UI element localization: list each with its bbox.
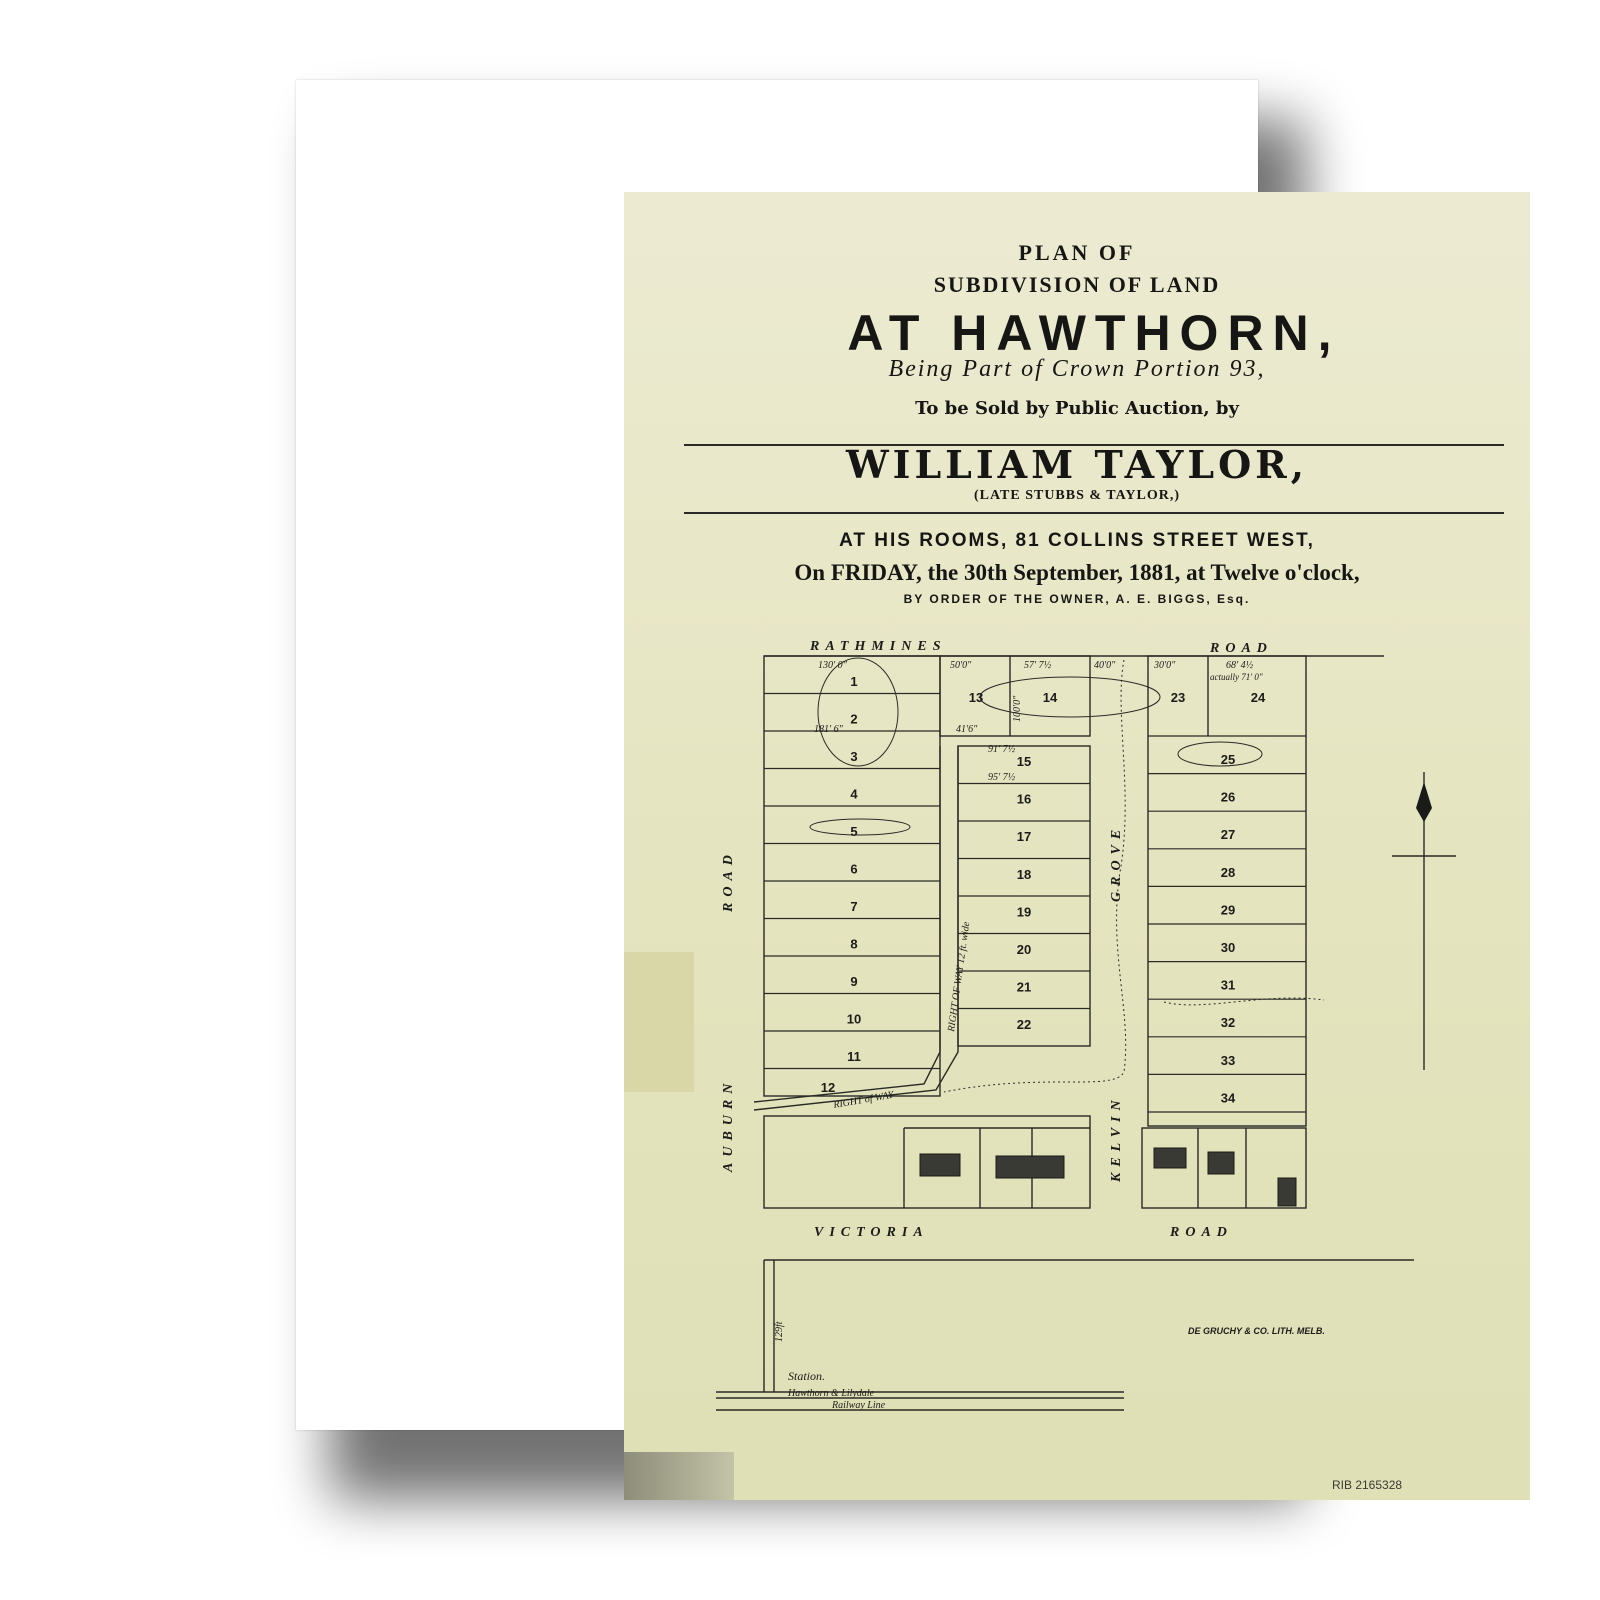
lot-number: 19 (1016, 904, 1032, 920)
lot-number: 12 (820, 1080, 836, 1095)
lot-number: 30 (1220, 940, 1236, 955)
lot-number: 26 (1220, 789, 1236, 805)
lot-number: 31 (1220, 977, 1236, 993)
lithographer-credit: DE GRUCHY & CO. LITH. MELB. (1188, 1326, 1325, 1336)
auctioneer-note: (LATE STUBBS & TAYLOR,) (973, 488, 1181, 503)
auctioneer-name: WILLIAM TAYLOR, (846, 442, 1308, 487)
dim-40: 40'0" (1094, 660, 1116, 671)
catalogue-number: RIB 2165328 (1332, 1478, 1403, 1492)
lot-number: 29 (1220, 902, 1236, 918)
lot-number: 34 (1220, 1090, 1236, 1106)
road-label-auburn: AUBURN (721, 1077, 736, 1172)
lot-number: 17 (1016, 829, 1032, 845)
lot-number: 11 (847, 1049, 861, 1064)
picture-frame (296, 80, 1403, 1492)
auction-venue: AT HIS ROOMS, 81 COLLINS STREET WEST, (839, 530, 1315, 551)
lot-number: 5 (850, 824, 858, 839)
road-label-rathmines-road: ROAD (1210, 641, 1273, 656)
heading-public-auction: To be Sold by Public Auction, by (915, 398, 1239, 419)
lot-number: 8 (850, 936, 858, 952)
road-label-victoria-road: ROAD (1170, 1225, 1233, 1240)
lot-number: 20 (1016, 942, 1032, 957)
lot-number: 9 (850, 974, 858, 989)
dim-57: 57' 7½ (1024, 660, 1052, 671)
lot-number: 6 (850, 861, 858, 877)
lot-number: 18 (1016, 866, 1032, 882)
station-label: Station. (788, 1369, 826, 1383)
auction-plan-document (624, 192, 1530, 1500)
lot-number: 1 (850, 674, 858, 689)
heading-crown-portion: Being Part of Crown Portion 93, (888, 356, 1266, 382)
railway-label-1: Hawthorn & Lilydale (788, 1388, 875, 1399)
lot-number: 13 (968, 690, 984, 705)
lot-number: 2 (850, 711, 858, 727)
lot-number: 25 (1220, 752, 1236, 767)
dim-129: 129ft (774, 1321, 785, 1342)
heading-at-hawthorn: AT HAWTHORN, (847, 305, 1341, 361)
house-icon (1208, 1152, 1234, 1174)
house-icon (1154, 1148, 1186, 1168)
dim-30: 30'0" (1154, 660, 1176, 671)
house-icon (1278, 1178, 1296, 1206)
house-icon (920, 1154, 960, 1176)
road-label-kelvin: KELVIN (1109, 1094, 1124, 1182)
lot-number: 22 (1016, 1017, 1032, 1033)
lot-number: 15 (1016, 754, 1032, 769)
lot-number: 10 (846, 1011, 862, 1027)
road-label-victoria: VICTORIA (814, 1225, 929, 1240)
heading-subdivision: SUBDIVISION OF LAND (933, 272, 1221, 297)
dim-68: 68' 4½ (1226, 660, 1254, 671)
north-arrow-icon (1416, 782, 1432, 822)
lot-number: 33 (1220, 1052, 1236, 1068)
dim-100: 100'0" (1012, 695, 1023, 722)
lot-number: 24 (1250, 690, 1266, 705)
dim-91: 91' 7½ (988, 744, 1016, 755)
road-label-auburn-road: ROAD (721, 849, 736, 912)
road-label-rathmines: RATHMINES (810, 639, 947, 654)
road-label-grove: GROVE (1109, 823, 1124, 902)
lot-number: 16 (1016, 791, 1032, 807)
dim-95: 95' 7½ (988, 772, 1016, 783)
lot-number: 27 (1220, 827, 1236, 843)
dim-50: 50'0" (950, 660, 972, 671)
lot-number: 23 (1170, 690, 1186, 705)
dim-130: 130' 0" (818, 660, 847, 671)
lot-number: 32 (1220, 1015, 1236, 1031)
auction-order: BY ORDER OF THE OWNER, A. E. BIGGS, Esq. (903, 592, 1251, 606)
railway-label-2: Railway Line (832, 1400, 886, 1411)
dim-181: 181' 6" (814, 724, 843, 735)
lot-number: 4 (850, 786, 858, 802)
lot-number: 28 (1220, 864, 1236, 880)
right-of-way-label-2: RIGHT of WAY (832, 1089, 895, 1111)
auction-date: On FRIDAY, the 30th September, 1881, at Twelve o'clock, (794, 560, 1360, 585)
lot-number: 21 (1016, 979, 1032, 995)
dim-41: 41'6" (956, 724, 978, 735)
right-of-way-label: RIGHT OF WAY 12 ft. wide (946, 921, 973, 1033)
house-icon (996, 1156, 1064, 1178)
lot-number: 14 (1042, 690, 1058, 705)
lot-number: 3 (850, 749, 858, 764)
subdivision-plan (624, 192, 1530, 1500)
dim-actually: actually 71' 0" (1210, 672, 1263, 682)
lot-number: 7 (850, 899, 858, 914)
heading-plan-of: PLAN OF (1018, 240, 1136, 265)
